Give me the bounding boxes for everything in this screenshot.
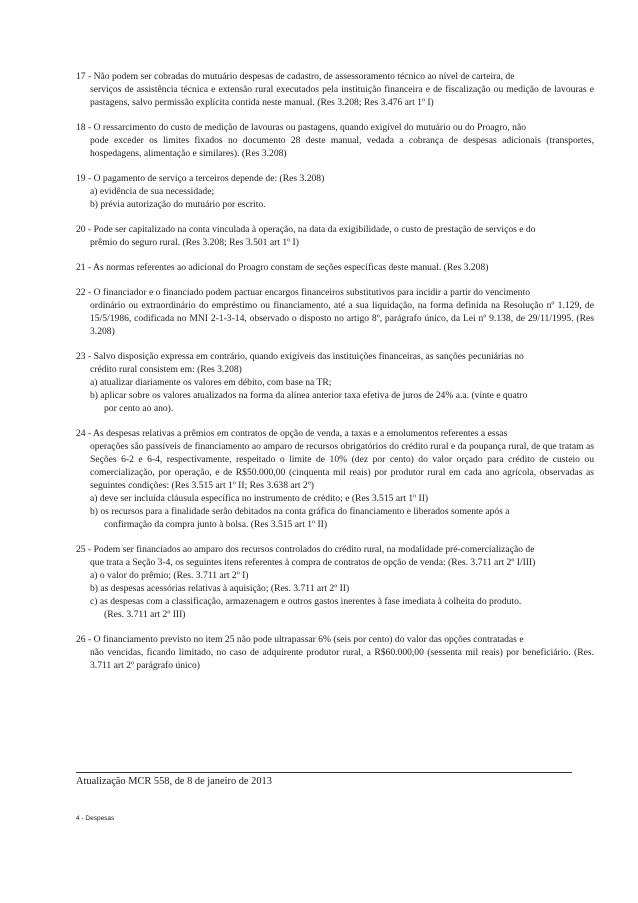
page-label: 4 - Despesas bbox=[76, 815, 115, 822]
sub-item-a: a) deve ser incluída cláusula específica no instrumento de crédito; e (Res 3.515 art 1º II) bbox=[90, 493, 429, 504]
document-body bbox=[76, 70, 594, 684]
paragraph-continuation: operações são passíveis de financiamento ao amparo de recursos obrigatórios do crédito rural e da poupança rural, de que tratam as Seções 6-2 e 6-4, respectivamente, respeitado o limite de 10% (dez por cento) do valor orçado para crédito de custeio ou comercialização, por operação, e de R$50.000,00 (cinquenta mil reais) por produtor rural em cada ano agrícola, observadas as seguintes condições: (Res 3.515 art 1º II; Res 3.638 art 2º) bbox=[90, 441, 594, 491]
sub-item-c: c) as despesas com a classificação, armazenagem e outros gastos inerentes à fase imediata à colheita do produto. bbox=[90, 596, 522, 607]
sub-item-b-continuation: por cento ao ano). bbox=[104, 403, 174, 414]
sub-item-a: a) o valor do prêmio; (Res. 3.711 art 2º I) bbox=[90, 570, 249, 581]
paragraph-18 bbox=[76, 121, 594, 160]
paragraph-continuation: que trata a Seção 3-4, os seguintes itens referentes à compra de contratos de opção de venda: (Res. 3.711 art 2º I/III) bbox=[90, 557, 536, 568]
paragraph-19 bbox=[76, 172, 594, 211]
sub-item-c-continuation: (Res. 3.711 art 2º III) bbox=[104, 609, 186, 620]
paragraph-21 bbox=[76, 261, 594, 274]
paragraph-continuation: crédito rural consistem em: (Res 3.208) bbox=[90, 364, 242, 375]
paragraph-first-line: 25 - Podem ser financiados ao amparo dos recursos controlados do crédito rural, na modalidade pré-comercialização de bbox=[76, 544, 535, 555]
paragraph-first-line: 19 - O pagamento de serviço a terceiros depende de: (Res 3.208) bbox=[76, 173, 325, 184]
paragraph-first-line: 18 - O ressarcimento do custo de medição de lavouras ou pastagens, quando exigível do mutuário ou do Proagro, não bbox=[76, 122, 526, 133]
paragraph-first-line: 24 - As despesas relativas a prêmios em contratos de opção de venda, a taxas e a emolumentos referentes a essas bbox=[76, 428, 508, 439]
paragraph-first-line: 21 - As normas referentes ao adicional do Proagro constam de seções específicas deste manual. (Res 3.208) bbox=[76, 262, 489, 273]
sub-item-b-continuation: confirmação da compra junto à bolsa. (Res 3.515 art 1º II) bbox=[104, 519, 328, 530]
paragraph-first-line: 17 - Não podem ser cobradas do mutuário despesas de cadastro, de assessoramento técnico ao nível de carteira, de bbox=[76, 71, 515, 82]
paragraph-25 bbox=[76, 543, 594, 621]
paragraph-24 bbox=[76, 427, 594, 531]
paragraph-continuation: prêmio do seguro rural. (Res 3.208; Res 3.501 art 1º I) bbox=[90, 237, 299, 248]
paragraph-first-line: 23 - Salvo disposição expressa em contrário, quando exigíveis das instituições financeiras, as sanções pecuniárias no bbox=[76, 351, 524, 362]
paragraph-continuation: ordinário ou extraordinário do empréstimo ou financiamento, até a sua liquidação, na forma definida na Resolução nº 1.129, de 15/5/1986, codificada no MNI 2-1-3-14, observado o disposto no artigo 8º, parágrafo único, da Lei nº 9.138, de 29/11/1995. (Res 3.208) bbox=[90, 300, 594, 337]
footer-divider bbox=[76, 772, 572, 773]
update-note: Atualização MCR 558, de 8 de janeiro de 2013 bbox=[76, 776, 272, 787]
paragraph-26 bbox=[76, 633, 594, 672]
paragraph-17 bbox=[76, 70, 594, 109]
sub-item-b: b) os recursos para a finalidade serão debitados na conta gráfica do financiamento e liberados somente após a bbox=[90, 506, 510, 517]
paragraph-23 bbox=[76, 350, 594, 415]
paragraph-20 bbox=[76, 223, 594, 249]
paragraph-first-line: 22 - O financiador e o financiado podem pactuar encargos financeiros substitutivos para incidir a partir do vencimento bbox=[76, 287, 531, 298]
sub-item-b: b) aplicar sobre os valores atualizados na forma da alínea anterior taxa efetiva de juros de 24% a.a. (vinte e quatro bbox=[90, 390, 528, 401]
paragraph-continuation: não vencidas, ficando limitado, no caso de adquirente produtor rural, a R$60.000,00 (sessenta mil reais) por beneficiário. (Res. 3.711 art 2º parágrafo único) bbox=[90, 647, 594, 671]
paragraph-first-line: 20 - Pode ser capitalizado na conta vinculada à operação, na data da exigibilidade, o custo de prestação de serviços e do bbox=[76, 224, 536, 235]
sub-item-b: b) prévia autorização do mutuário por escrito. bbox=[90, 199, 266, 210]
sub-item-a: a) evidência de sua necessidade; bbox=[90, 186, 215, 197]
paragraph-continuation: serviços de assistência técnica e extensão rural executados pela instituição financeira e de fiscalização ou medição de lavouras e pastagens, salvo permissão explícita contida neste manual. (Res 3.208; Res 3.476 art 1º I) bbox=[90, 84, 594, 108]
sub-item-b: b) as despesas acessórias relativas à aquisição; (Res. 3.711 art 2º II) bbox=[90, 583, 350, 594]
sub-item-a: a) atualizar diariamente os valores em débito, com base na TR; bbox=[90, 377, 332, 388]
paragraph-continuation: pode exceder os limites fixados no documento 28 deste manual, vedada a cobrança de despesas adicionais (transportes, hospedagens, alimentação e similares). (Res 3.208) bbox=[90, 135, 594, 159]
paragraph-22 bbox=[76, 286, 594, 338]
paragraph-first-line: 26 - O financiamento previsto no item 25 não pode ultrapassar 6% (seis por cento) do valor das opções contratadas e bbox=[76, 634, 524, 645]
